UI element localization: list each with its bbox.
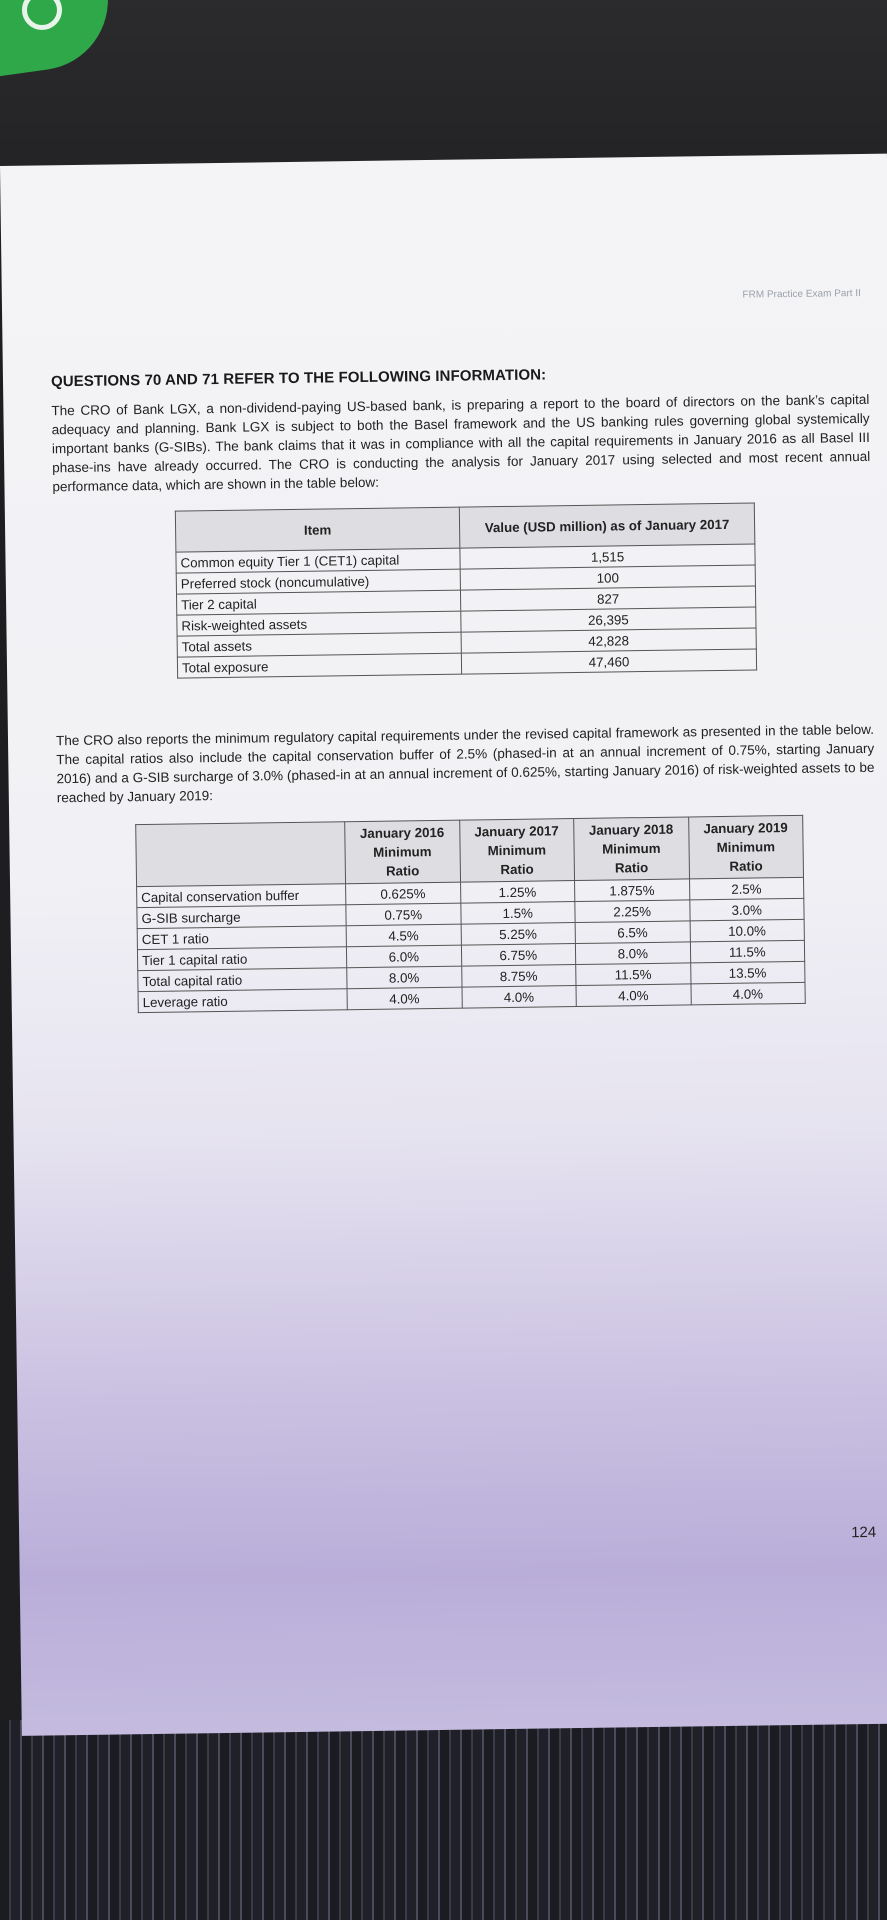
- column-header-jan-2019: [688, 815, 803, 879]
- value-cell: 42,828: [461, 628, 756, 653]
- ratio-cell: 4.0%: [462, 986, 577, 1009]
- ratio-cell: 4.0%: [690, 982, 805, 1005]
- item-cell: Risk-weighted assets: [177, 611, 461, 636]
- ratio-cell: 11.5%: [690, 940, 805, 963]
- questions-heading: QUESTIONS 70 AND 71 REFER TO THE FOLLOWING INFORMATION:: [50, 366, 547, 391]
- ratio-cell: 6.0%: [346, 945, 461, 968]
- blank-header-cell: [136, 822, 346, 887]
- requirements-paragraph: The CRO also reports the minimum regulatory capital requirements under the revised capital framework as presented in the table below. The capital ratios also include the capital conservation buffer of 2.5% (phased-in at an annual increment of 0.75%, starting January 2016) and a G-SIB surcharge of 3.0% (phased-in at an annual increment of 0.625%, starting January 2016) of risk-weighted assets to be reached by January 2019:: [55, 721, 875, 806]
- item-cell: Common equity Tier 1 (CET1) capital: [176, 548, 460, 573]
- background-fabric-bottom: [0, 1720, 887, 1920]
- running-header: FRM Practice Exam Part II: [742, 287, 861, 301]
- ratio-cell: 1.25%: [460, 881, 575, 904]
- column-header-item: Item: [175, 507, 460, 552]
- page-number: 124: [851, 1523, 877, 1542]
- row-label: G-SIB surcharge: [137, 905, 346, 929]
- header-year: January 2018: [588, 821, 674, 838]
- ratio-cell: 8.0%: [347, 966, 462, 989]
- ratio-cell: 4.0%: [347, 987, 462, 1010]
- ratio-cell: 8.0%: [575, 942, 690, 965]
- ratio-cell: 5.25%: [461, 923, 576, 946]
- header-line3: Ratio: [614, 860, 649, 876]
- ratio-cell: 4.5%: [346, 924, 461, 947]
- ratio-cell: 4.0%: [576, 984, 691, 1007]
- header-year: January 2016: [359, 824, 445, 842]
- header-line3: Ratio: [500, 861, 534, 878]
- ratio-cell: 0.625%: [346, 882, 461, 905]
- item-cell: Tier 2 capital: [176, 590, 460, 615]
- row-label: Capital conservation buffer: [137, 884, 346, 908]
- ratio-cell: 11.5%: [576, 963, 691, 986]
- header-year: January 2019: [703, 820, 788, 837]
- header-year: January 2017: [474, 823, 559, 840]
- ratio-cell: 2.5%: [689, 877, 804, 900]
- column-header-jan-2016: [345, 820, 460, 884]
- document-page: [0, 154, 887, 1736]
- row-label: Total capital ratio: [138, 968, 347, 992]
- column-header-jan-2017: [459, 819, 574, 883]
- value-cell: 47,460: [461, 649, 756, 674]
- row-label: Leverage ratio: [138, 989, 347, 1013]
- ratio-cell: 6.75%: [461, 944, 576, 967]
- value-cell: 26,395: [461, 607, 756, 632]
- column-header-jan-2018: [574, 817, 689, 881]
- item-cell: Total assets: [177, 632, 461, 657]
- value-cell: 1,515: [460, 544, 755, 569]
- ratio-cell: 0.75%: [346, 903, 461, 926]
- capital-ratios-table: [135, 815, 806, 1013]
- ratio-cell: 13.5%: [690, 961, 805, 984]
- value-cell: 827: [460, 586, 755, 611]
- item-cell: Total exposure: [177, 653, 461, 678]
- item-cell: Preferred stock (noncumulative): [176, 569, 460, 594]
- value-cell: 100: [460, 565, 755, 590]
- row-label: CET 1 ratio: [137, 926, 346, 950]
- header-line3: Ratio: [729, 858, 763, 874]
- ratio-cell: 1.875%: [575, 879, 690, 902]
- header-line3: Ratio: [385, 863, 420, 879]
- header-line2: Minimum: [602, 840, 661, 857]
- ratio-cell: 3.0%: [689, 898, 804, 921]
- column-header-value: Value (USD million) as of January 2017: [459, 503, 755, 548]
- ratio-cell: 6.5%: [575, 921, 690, 944]
- ratio-cell: 1.5%: [460, 902, 575, 925]
- ratio-cell: 8.75%: [461, 965, 576, 988]
- bank-data-table: [175, 502, 757, 678]
- table-header-row: [136, 815, 804, 886]
- intro-paragraph: The CRO of Bank LGX, a non-dividend-paying US-based bank, is preparing a report to the board of directors on the bank’s capital adequacy and planning. Bank LGX is subject to both the Basel framework and the US banking rules governing global systemically important banks (G-SIBs). The bank claims that it was in compliance with all the capital requirements in January 2016 as all Basel III phase-ins have already occurred. The CRO is conducting the analysis for January 2017 using selected and most recent annual performance data, which are shown in the table below:: [51, 391, 871, 495]
- header-line2: Minimum: [716, 839, 776, 856]
- ratio-cell: 10.0%: [690, 919, 805, 942]
- background-surface-top: [0, 0, 887, 175]
- ratio-cell: 2.25%: [575, 900, 690, 923]
- row-label: Tier 1 capital ratio: [137, 947, 346, 971]
- header-line2: Minimum: [487, 842, 547, 859]
- header-line2: Minimum: [373, 844, 432, 860]
